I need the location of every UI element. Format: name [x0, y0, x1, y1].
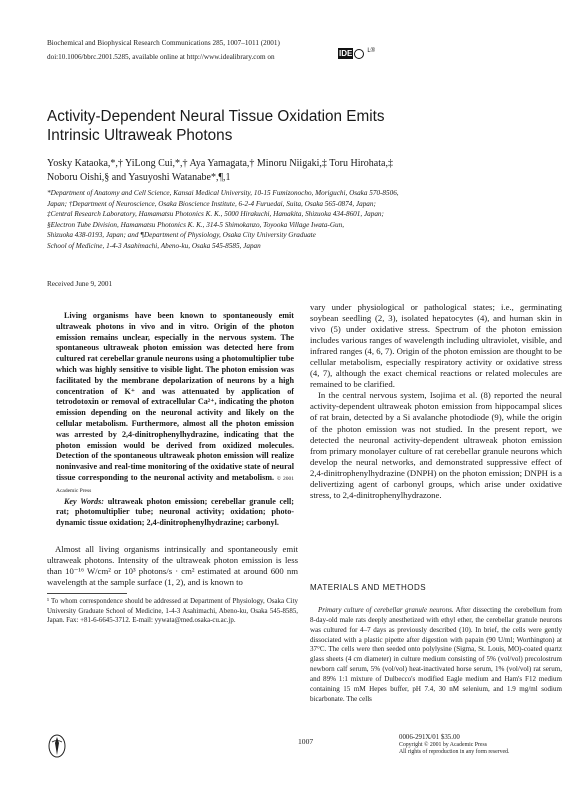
- correspondence-footnote: ¹ To whom correspondence should be addressed at Department of Physiology, Osaka City University Graduate School of Medicine, 1-4-3 Asahimachi, Abeno-ku, Osaka 545-8585, Japan. Fax: +81-6-6645-3712. E-mail: yywata@med.osaka-cu.ac.jp.: [47, 598, 298, 624]
- affiliation-line: Shizuoka 438-0193, Japan; and ¶Department of Physiology, Osaka City University Graduate: [47, 231, 316, 240]
- keywords-label: Key Words:: [64, 496, 104, 506]
- introduction-right-column: [310, 302, 562, 501]
- affiliation-line: §Electron Tube Division, Hamamatsu Photonics K. K., 314-5 Shimokanzo, Toyooka Village Iwata-Gun,: [47, 220, 344, 229]
- authors-line-2: Noboru Oishi,§ and Yasuyoshi Watanabe*,¶,1: [47, 172, 231, 183]
- methods-text: [310, 606, 562, 704]
- ideal-logo-circle-icon: [354, 49, 364, 59]
- affiliation-line: ‡Central Research Laboratory, Hamamatsu Photonics K. K., 5000 Hirakuchi, Hamakita, Shizuoka 434-8601, Japan;: [47, 210, 384, 219]
- keywords-text: ultraweak photon emission; cerebellar granule cell; rat; photomultiplier tube; neuronal activity; oxidation; photo-dynamic tissue oxidation; 2,4-dinitrophenylhydrazine; carbonyl.: [56, 496, 294, 528]
- intro-paragraph: Almost all living organisms intrinsically and spontaneously emit ultraweak photons. Intensity of the ultraweak photon emission is less than 10⁻¹⁶ W/cm² or 10³ photons/s · cm² estimated at around 600 nm wavelength at the sample surface (1, 2), and is known to: [47, 544, 298, 587]
- ideal-logo-text: IDE: [339, 49, 353, 58]
- publisher-seal-icon: [47, 733, 67, 759]
- article-title: [47, 108, 527, 145]
- keywords: [56, 497, 294, 529]
- footnote-divider: [47, 593, 127, 594]
- issn-block: [399, 734, 509, 757]
- journal-citation: Biochemical and Biophysical Research Communications 285, 1007–1011 (2001): [47, 39, 280, 47]
- ideal-logo-sup: L®: [367, 47, 376, 54]
- title-line-1: Activity-Dependent Neural Tissue Oxidation Emits: [47, 108, 385, 125]
- methods-subheading: Primary culture of cerebellar granule neurons.: [318, 606, 454, 614]
- affiliations: [47, 188, 557, 252]
- intro-paragraph-1: vary under physiological or pathological states; i.e., germinating soybean seedling (2, 3), isolated hepatocytes (4), and human skin in vivo (5) under oxidative stress. Spectrum of the photon emission includes various ranges of wavelength including ultraviolet, visible, and infrared ranges (4, 6, 7). Origin of the photon emission are thought to be cellular metabolism, especially respiratory activity or oxidative stress (4, 7), although the exact chemical reactions or related molecules are remained to be clarified.: [310, 302, 562, 390]
- title-line-2: Intrinsic Ultraweak Photons: [47, 126, 233, 144]
- methods-body: After dissecting the cerebellum from 8-day-old male rats deeply anesthetized with ethyl ether, the cerebellar granule neurons was cultured for 4–7 days as previously described (10). In brief, the cells were gently dissociated with a plastic pipette after digestion with papain (90 U/ml; Worthington) at 37°C. The cells were then seeded onto polylysine (Sigma, St. Louis, MO)-coated quartz glass sheets (4 cm diameter) in culture medium consisting of 5% (vol/vol) precolostrum newborn calf serum, 5% (vol/vol) heat-inactivated horse serum, 1% (vol/vol) rat serum, and 89% 1:1 mixture of Dulbecco's modified Eagle medium and Ham's F12 medium containing 15 mM Hepes buffer, pH 7.4, 30 nM selenium, and 1.9 mg/ml sodium bicarbonate. The cells: [310, 606, 563, 703]
- abstract-body: [56, 311, 294, 497]
- abstract-copyright: © 2001 Academic Press: [56, 475, 294, 494]
- ideal-library-logo[interactable]: [338, 48, 375, 59]
- issn: 0006-291X/01 $35.00: [399, 734, 460, 741]
- authors-line-1: Yosky Kataoka,*,† YiLong Cui,*,† Aya Yamagata,† Minoru Niigaki,‡ Toru Hirohata,‡: [47, 158, 393, 169]
- copyright-line-1: Copyright © 2001 by Academic Press: [399, 742, 487, 748]
- section-heading-methods: MATERIALS AND METHODS: [310, 583, 427, 592]
- affiliation-line: Japan; †Department of Neuroscience, Osaka Bioscience Institute, 6-2-4 Furuedai, Suita, Osaka 565-0874, Japan;: [47, 199, 376, 208]
- affiliation-line: *Department of Anatomy and Cell Science, Kansai Medical University, 10-15 Fumizonocho, Moriguchi, Osaka 570-8506,: [47, 189, 399, 197]
- author-list: [47, 157, 547, 185]
- page-number: 1007: [298, 737, 314, 746]
- intro-paragraph-2: In the central nervous system, Isojima et al. (8) reported the neural activity-dependent ultraweak photon emission from hippocampal slices of rat brain, detected by a Si avalanche photodiode (9), while the origin of the photon emission was not studied. In the present report, we detected the neuronal activity-dependent ultraweak photon emission from primary monolayer culture of rat cerebellar granule neurons which develop the neural networks, and demonstrated suppressive effect of 2,4-dinitrophenylhydrazine (DNPH) on the photon emission; DNPH is a delivertizing agent of carbonyl groups, which arise under oxidative stress, to 2,4-dinitrophenylhydrazone.: [310, 390, 562, 500]
- methods-paragraph: [310, 606, 562, 704]
- doi-line: doi:10.1006/bbrc.2001.5285, available online at http://www.idealibrary.com on: [47, 53, 275, 61]
- received-date: Received June 9, 2001: [47, 280, 113, 288]
- abstract-text: Living organisms have been known to spontaneously emit ultraweak photons in vivo and in vitro. Origin of the photon emission remains unclear, especially in the nervous system. The spontaneous ultraweak photon emission was detected here from cultured rat cerebellar granule neurons using a photomultiplier tube which was highly sensitive to visible light. The photon emission was facilitated by the membrane depolarization of neurons by a high concentration of K⁺ and was attenuated by application of tetrodotoxin or removal of extracellular Ca²⁺, indicating the photon emission depending on the neuronal activity and likely on the cellular metabolism. Furthermore, almost all the photon emission was arrested by 2,4-dinitrophenylhydrazine, indicating that the photon emission would be derived from oxidized molecules. Detection of the spontaneous ultraweak photon emission will realize noninvasive and real-time monitoring of the oxidative state of neural tissue corresponding to the neuronal activity and metabolism.: [56, 311, 294, 482]
- copyright-line-2: All rights of reproduction in any form reserved.: [399, 749, 510, 756]
- affiliation-line: School of Medicine, 1-4-3 Asahimachi, Abeno-ku, Osaka 545-8585, Japan: [47, 241, 261, 250]
- introduction-left-column: [47, 544, 298, 588]
- abstract: [56, 311, 294, 529]
